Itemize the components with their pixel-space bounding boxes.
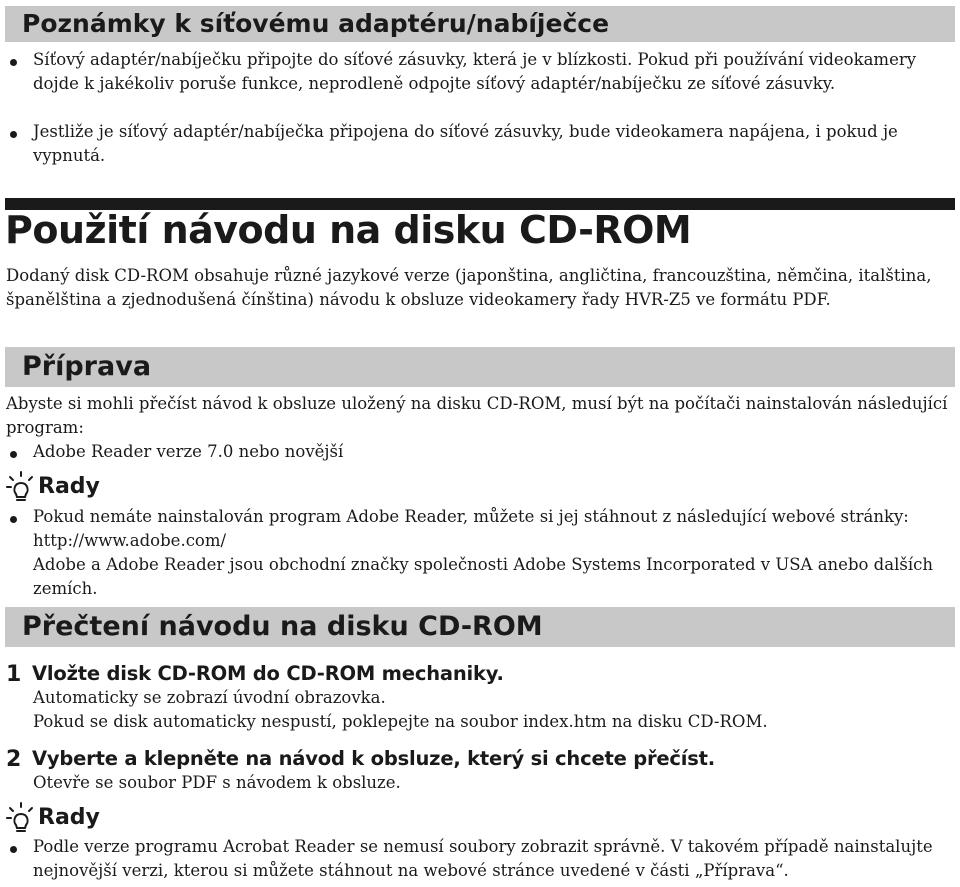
trademark-note: Adobe a Adobe Reader jsou obchodní značky společnosti Adobe Systems Incorporated v USA anebo dalších zemích. <box>33 555 933 598</box>
step-text: Pokud se disk automaticky nespustí, poklepejte na soubor index.htm na disku CD-ROM. <box>33 712 768 731</box>
adapter-bullet-1: Síťový adaptér/nabíječku připojte do síťové zásuvky, která je v blízkosti. Pokud při používání videokamery dojde k jakékoliv poruše funkce, neprodleně odpojte síťový adaptér/nabíječku ze síťové zásuvky. <box>33 50 917 93</box>
adapter-bullet-2: Jestliže je síťový adaptér/nabíječka připojena do síťové zásuvky, bude videokamera napájena, i pokud je vypnutá. <box>33 122 898 165</box>
lightbulb-icon <box>6 801 36 833</box>
bullet-dot <box>10 59 17 66</box>
step-title: Vyberte a klepněte na návod k obsluze, který si chcete přečíst. <box>32 747 716 770</box>
step-number: 1 <box>6 662 22 687</box>
step-text: Automaticky se zobrazí úvodní obrazovka. <box>33 688 386 707</box>
bullet-dot <box>10 516 17 523</box>
step-title: Vložte disk CD-ROM do CD-ROM mechaniky. <box>32 662 504 685</box>
bullet-dot <box>10 131 17 138</box>
adobe-url: http://www.adobe.com/ <box>33 531 227 550</box>
cdrom-intro-text: Dodaný disk CD-ROM obsahuje různé jazykové verze (japonština, angličtina, francouzština, němčina, italština, španělština a zjednodušená čínština) návodu k obsluze videokamery řady HVR-Z5 ve formátu PDF. <box>6 266 932 309</box>
cdrom-section-title: Použití návodu na disku CD-ROM <box>5 208 692 252</box>
bullet-dot <box>10 451 17 458</box>
read-section-title: Přečtení návodu na disku CD-ROM <box>5 607 955 647</box>
adapter-section-title: Poznámky k síťovému adaptéru/nabíječce <box>5 6 955 42</box>
prep-bullet: Adobe Reader verze 7.0 nebo novější <box>33 442 344 461</box>
step-text: Otevře se soubor PDF s návodem k obsluze. <box>33 773 401 792</box>
tips-heading: Rady <box>38 805 100 830</box>
prep-section-title: Příprava <box>5 347 955 387</box>
tips-heading: Rady <box>38 474 100 499</box>
bullet-dot <box>10 846 17 853</box>
step-number: 2 <box>6 747 22 772</box>
tips-bullet-text: Pokud nemáte nainstalován program Adobe Reader, můžete si jej stáhnout z následující webové stránky: <box>33 507 909 526</box>
tips-bullet-text: Podle verze programu Acrobat Reader se nemusí soubory zobrazit správně. V takovém případě nainstalujte nejnovější verzi, kterou si můžete stáhnout na webové stránce uvedené v části „Příprava“. <box>33 837 933 880</box>
prep-text: Abyste si mohli přečíst návod k obsluze uložený na disku CD-ROM, musí být na počítači nainstalován následující program: <box>6 394 948 437</box>
lightbulb-icon <box>6 470 36 502</box>
